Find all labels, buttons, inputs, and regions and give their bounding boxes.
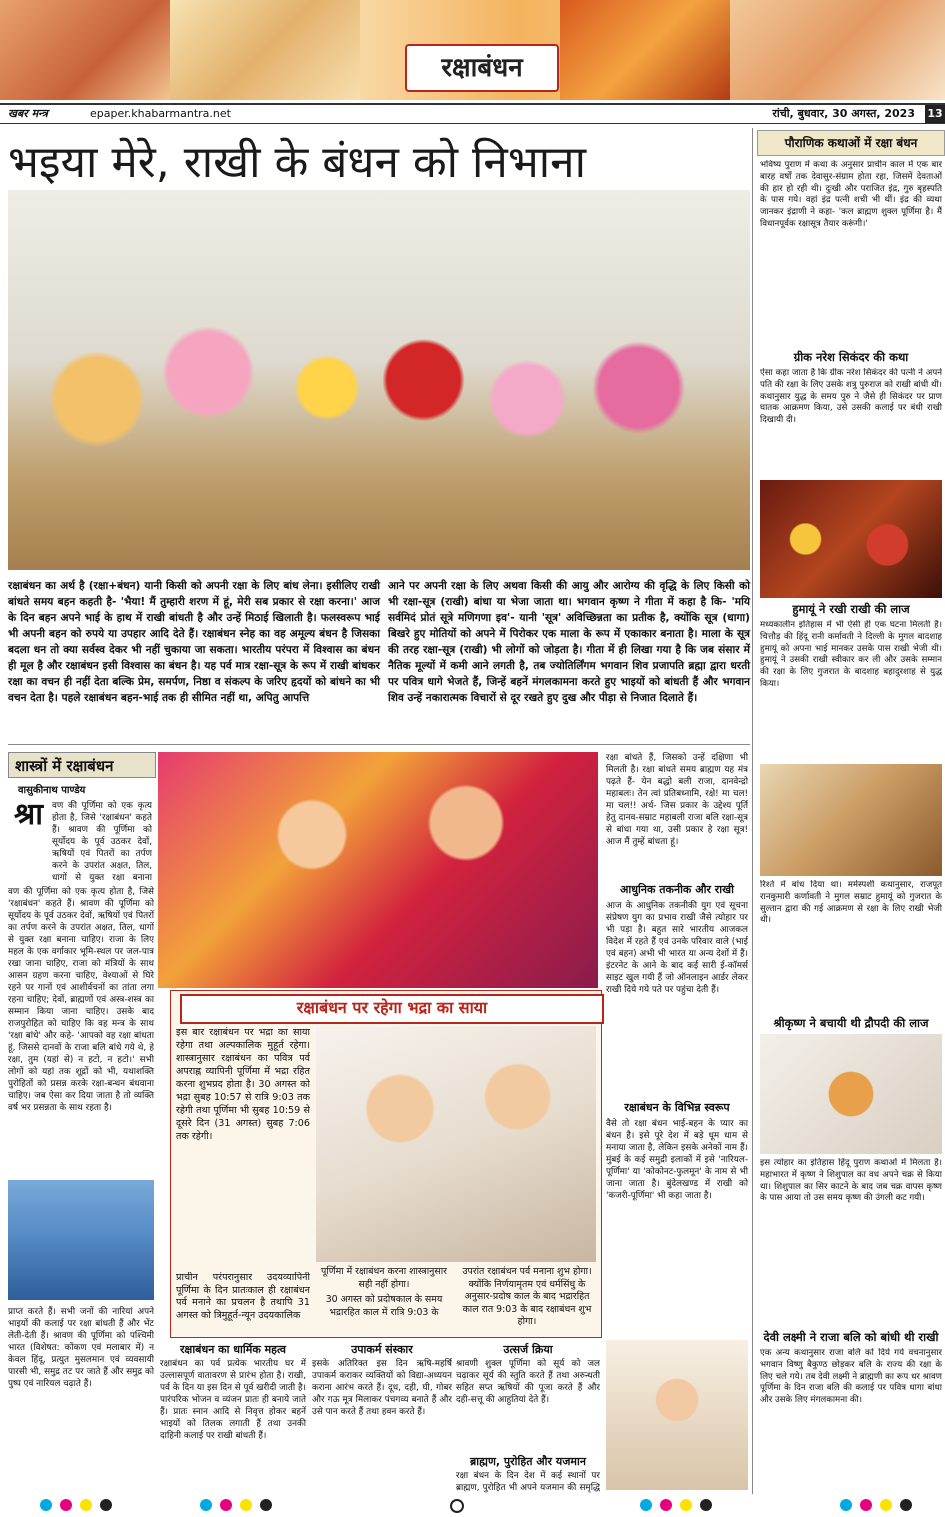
sister-brother-photo xyxy=(606,1340,748,1490)
religious-body: रक्षाबंधन का पर्व प्रत्येक भारतीय घर में उल्लासपूर्ण वातावरण से प्रारंभ होता है। राखी, पर्व के दिन या इस दिन से पूर्व खरीदी जाती है। पारंपरिक भोजन व व्यंजन प्रातः ही बनाये जाते हैं। प्रातः स्नान आदि से निवृत्त होकर बहनें भाइयों को तिलक लगाती हैं तथा उनकी दाहिनी कलाई पर राखी बांधती हैं। xyxy=(160,1359,306,1441)
rail-sub-sikandar: ग्रीक नरेश सिकंदर की कथा xyxy=(793,350,909,364)
rail-heading: पौराणिक कथाओं में रक्षा बंधन xyxy=(757,130,945,156)
bhadra-caption1b: 30 अगस्त को प्रदोषकाल के समय भद्रारहित काल में रात्रि 9:03 के xyxy=(325,1294,443,1318)
sub-modern-tech: आधुनिक तकनीक और राखी xyxy=(620,883,734,896)
sub-forms: रक्षाबंधन के विभिन्न स्वरूप xyxy=(624,1101,730,1114)
schoolkids-photo xyxy=(8,1180,154,1300)
utsarj-heading: उत्सर्ज क्रिया xyxy=(503,1343,553,1356)
utsarj-body: श्रावणी शुक्ल पूर्णिमा को सूर्य को जल चढ़ाकर सूर्य की स्तुति करते हैं तथा अरुन्धती सहित सप्त ऋषियों की पूजा करते हैं और दही-सत्तू की आहुतियां देते हैं। xyxy=(456,1359,600,1405)
rail-photo-thali xyxy=(760,480,942,598)
brahman-body: रक्षा बंधन के दिन देश में कई स्थानों पर ब्राह्मण, पुरोहित भी अपने यजमान की समृद्धि xyxy=(456,1471,600,1493)
rail-photo-history xyxy=(760,764,942,876)
banner-photo-rakhi xyxy=(170,0,360,100)
rail-sub-humayun: हुमायूं ने रखी राखी की लाज xyxy=(792,602,910,616)
dropcap: श्रा xyxy=(14,797,44,832)
upakarma-body: इसके अतिरिक्त इस दिन ऋषि-महर्षि उपाकर्म कराकर व्यक्तियों को विद्या-अध्ययन कराना आरंभ करते हैं। दूध, दही, घी, गोबर और गऊ मूत्र मिलाकर पंचगव्य बनाते हैं और उसे पान करते हैं तथा हवन करते हैं। xyxy=(312,1359,452,1417)
top-banner xyxy=(0,0,945,100)
main-headline: भइया मेरे, राखी के बंधन को निभाना xyxy=(8,137,586,188)
shastra-body-top: वण की पूर्णिमा को एक कृत्य होता है, जिसे 'रक्षाबंधन' कहते हैं। श्रावण की पूर्णिमा को सूर्योदय के पूर्व उठकर देवों, ऋषियों एवं पितरों का तर्पण करने के उपरांत अक्षत, तिल, धागों से युक्त रक्षा बनाना xyxy=(52,801,152,883)
banner-photo-children xyxy=(0,0,170,100)
bhadra-heading: रक्षाबंधन पर रहेगा भद्रा का साया xyxy=(180,994,604,1024)
rail-sub-lakshmi: देवी लक्ष्मी ने राजा बलि को बांधी थी राखी xyxy=(763,1330,939,1344)
bhadra-body: इस बार रक्षाबंधन पर भद्रा का साया रहेगा तथा अल्पकालिक मुहूर्त रहेगा। शास्त्रानुसार रक्षाबंधन का पवित्र पर्व अपराह्न व्यापिनी पूर्णिमा में भद्रा रहित करना शुभप्रद होता है। 30 अगस्त को भद्रा सुबह 10:57 से रात्रि 9:03 तक रहेगी तथा पूर्णिमा भी सुबह 10:59 से दूसरे दिन (31 अगस्त) सुबह 7:06 तक रहेगी। xyxy=(176,1027,310,1142)
bhadra-body2: प्राचीन परंपरानुसार उदयव्यापिनी पूर्णिमा के दिन प्रातःकाल ही रक्षाबंधन पर्व मनाने का प्रचलन है तथापि 31 अगस्त को त्रिमुहूर्त-न्यून उदयकालिक xyxy=(176,1272,310,1321)
masthead xyxy=(0,103,945,124)
crosshair-icon xyxy=(450,1499,464,1513)
forms-body: वैसे तो रक्षा बंधन भाई-बहन के प्यार का बंधन है। इसे पूरे देश में बड़े धूम धाम से मनाया जाता है, लेकिन इसके अनेकों नाम हैं। मुंबई के कई समुद्री इलाकों में इसे 'नारियल-पूर्णिमा' या 'कोकोनट-फुलमून' के नाम से भी जाना जाता है। बुंदेलखण्ड में राखी को 'कजरी-पूर्णिमा' भी कहा जाता है। xyxy=(606,1119,748,1201)
rail-body1: भविष्य पुराण में कथा के अनुसार प्राचीन काल में एक बार बारह वर्षों तक देवासुर-संग्राम होता रहा, जिसमें देवताओं की हार हो रही थी। दुःखी और पराजित इंद्र, गुरु बृहस्पति के पास गये। वहां इंद्र पत्नी शची भी थीं। इंद्र की व्यथा जानकर इंद्राणी ने कहा- 'कल ब्राह्मण शुक्ल पूर्णिमा है। मैं विधानपूर्वक रक्षासूत्र तैयार करूंगी।' xyxy=(760,160,942,229)
page-number: 13 xyxy=(925,105,945,123)
dateline: रांची, बुधवार, 30 अगस्त, 2023 xyxy=(772,107,915,120)
religious-heading: रक्षाबंधन का धार्मिक महत्व xyxy=(179,1343,287,1356)
rail-body4: रिश्ते में बांध दिया था। मर्मस्पर्शी कथानुसार, राजपूत रानकुमारी कर्णावती ने मुगल सम्राट हुमायूं को गुजरात के सुल्तान द्वारा की गई आक्रमण से रक्षा के लिए राखी भेजी थी। xyxy=(760,880,942,926)
women-rakhi-photo xyxy=(158,752,598,988)
paper-name: खबर मन्त्र xyxy=(8,107,48,120)
banner-photo-child xyxy=(730,0,945,100)
rail-body2: ऐसा कहा जाता है कि ग्रीक नरेश सिकंदर की पत्नी ने अपने पति की रक्षा के लिए उसके शत्रु पुरुराज को राखी बांधी थी। कथानुसार युद्ध के समय पुरु ने जैसे ही सिकंदर पर प्राण घातक आक्रमण किया, उसे उसकी कलाई पर बंधी राखी दिखायी दी। xyxy=(760,368,942,426)
mid-body: रक्षा बांधते हैं, जिसको उन्हें दक्षिणा भी मिलती है। रक्षा बांधते समय ब्राह्मण यह मंत्र पढ़ते हैं- येन बद्धो बली राजा, दानवेन्द्रो महाबलः। तेन त्वां प्रतिबध्नामि, रक्षे! मा चल! मा चल!! अर्थ- जिस प्रकार के उद्देश्य पूर्ति हेतु दानव-सम्राट महाबली राजा बलि रक्षा-सूत्र से बांधा गया था, उसी प्रकार हे रक्षा सूत्र! आज मैं तुम्हें बांधता हूं। xyxy=(606,753,748,847)
byline: वासुकीनाथ पाण्डेय xyxy=(18,785,86,796)
registration-marks xyxy=(0,1495,945,1517)
rail-sub-krishna: श्रीकृष्ण ने बचायी थी द्रौपदी की लाज xyxy=(773,1016,929,1030)
paper-url[interactable]: epaper.khabarmantra.net xyxy=(90,107,231,120)
banner-title: रक्षाबंधन xyxy=(405,44,559,92)
bhadra-caption1: पूर्णिमा में रक्षाबंधन करना शास्त्रानुसार सही नहीं होगा। xyxy=(321,1266,447,1290)
rail-body3: मध्यकालीन इतिहास में भी ऐसी ही एक घटना मिलती है। चित्तौड़ की हिंदू रानी कर्मावती ने दिल्ली के मुगल बादशाह हुमायूं को अपना भाई मानकर उसके पास राखी भेजी थी। हुमायूं ने उसकी राखी स्वीकार कर ली और उसके सम्मान की रक्षा के लिए गुजरात के बादशाह बहादुरशाह से युद्ध किया। xyxy=(760,620,942,689)
bhadra-caption2: उपरांत रक्षाबंधन पर्व मनाना शुभ होगा। क्योंकि निर्णयामृतम एवं धर्मसिंधु के अनुसार-प्रदोष काल के बाद भद्रारहित काल रात 9:03 के बाद रक्षाबंधन शुभ होगा। xyxy=(462,1266,592,1327)
shastra-heading: शास्त्रों में रक्षाबंधन xyxy=(8,752,156,778)
shastra-body: वण की पूर्णिमा को एक कृत्य होता है, जिसे 'रक्षाबंधन' कहते हैं। श्रावण की पूर्णिमा को सूर्योदय के पूर्व उठकर देवों, ऋषियों एवं पितरों का तर्पण करने के उपरांत अक्षत, तिल, धागों से युक्त रक्षा बनाना चाहिए। राजा के लिए महल के एक वर्गाकार भूमि-स्थल पर जल-पात्र रखा जाना चाहिए, राजा को मंत्रियों के साथ आसन ग्रहण करना चाहिए, वेश्याओं से घिरे रहने पर गानों एवं आशीर्वचनों का तांता लगा रहना चाहिए; देवों, ब्राह्मणों एवं अस्त्र-शस्त्र का सम्मान किया जाना चाहिए। उसके बाद राजपुरोहित को चाहिए कि वह मन्त्र के साथ 'रक्षा बांधे' और कहे- 'आपको वह रक्षा बांधता हूं, जिससे दानवों के राजा बलि बांधे गये थे, हे रक्षा, तुम (यहां से) न हटो, न हटो।' सभी लोगों को यहां तक शूद्रों को भी, यथाशक्ति पुरोहितों को प्रसन्न करके रक्षा-बन्धन बंधवाना चाहिए। जब ऐसा कर दिया जाता है तो व्यक्ति वर्ष भर प्रसन्नता के साथ रहता है। xyxy=(8,887,154,1113)
shastra-body2: प्राप्त करते हैं। सभी जनों की नारियां अपने भाइयों की कलाई पर रक्षा बांधती हैं और भेंट लेती-देती हैं। श्रावण की पूर्णिमा को पश्चिमी भारत (विशेषत: कोंकण एवं मलाबार में) न केवल हिंदू, प्रत्युत मुसलमान एवं व्यवसायी पारसी भी, समुद्र तट पर जाते हैं और समुद्र को पुष्प एवं नारियल चढ़ाते हैं। xyxy=(8,1307,154,1389)
main-photo-children-rakhi xyxy=(8,190,750,570)
modern-tech-body: आज के आधुनिक तकनीकी युग एवं सूचना संप्रेषण युग का प्रभाव राखी जैसे त्योहार पर भी पड़ा है। बहुत सारे भारतीय आजकल विदेश में रहते हैं एवं उनके परिवार वाले (भाई एवं बहन) अभी भी भारत या अन्य देशों में हैं। इंटरनेट के आने के बाद कई सारी ई-कॉमर्स साइट खुल गयी हैं जो ऑनलाइन आर्डर लेकर राखी दिये गये पते पर पहुंचा देती हैं। xyxy=(606,901,748,995)
kids-rakhi-photo xyxy=(316,1026,596,1262)
intro-col2: आने पर अपनी रक्षा के लिए अथवा किसी की आयु और आरोग्य की वृद्धि के लिए किसी को भी रक्षा-सूत्र (राखी) बांधा या भेजा जाता था। भगवान कृष्ण ने गीता में कहा है कि- 'मयि सर्वमिदं प्रोतं सूत्रे मणिगणा इव'- यानी 'सूत्र' अविच्छिन्नता का प्रतीक है, क्योंकि सूत्र (धागा) बिखरे हुए मोतियों को अपने में पिरोकर एक माला के रूप में एकाकार बनाता है। माला के सूत्र की तरह रक्षा-सूत्र (राखी) भी लोगों को जोड़ता है। गीता में ही लिखा गया है कि जब संसार में नैतिक मूल्यों में कमी आने लगती है, तब ज्योतिर्लिंगम भगवान शिव प्रजापति ब्रह्मा द्वारा धरती पर पवित्र धागे भेजते हैं, जिन्हें बहनें मंगलकामना करते हुए भाइयों को बांधती हैं और भगवान शिव उन्हें नकारात्मक विचारों से दूर रखते हुए दुख और पीड़ा से निजात दिलाते हैं। xyxy=(388,580,750,704)
rail-body6: एक अन्य कथानुसार राजा बलि को दिये गये वचनानुसार भगवान विष्णु बैकुण्ठ छोड़कर बलि के राज्य की रक्षा के लिए चले गये। तब देवी लक्ष्मी ने ब्राह्मणी का रूप धर श्रावण पूर्णिमा के दिन राजा बलि की कलाई पर पवित्र धागा बांधा और उसके लिए मंगलकामना की। xyxy=(760,1348,942,1406)
rail-body5: इस त्योहार का इतिहास हिंदू पुराण कथाओं में मिलता है। महाभारत में कृष्ण ने शिशुपाल का वध अपने चक्र से किया था। शिशुपाल का सिर काटने के बाद जब चक्र वापस कृष्ण के पास आया तो उस समय कृष्ण की उंगली कट गयी। xyxy=(760,1158,942,1204)
brahman-heading: ब्राह्मण, पुरोहित और यजमान xyxy=(470,1455,586,1468)
banner-photo-diya xyxy=(560,0,730,100)
intro-col1: रक्षाबंधन का अर्थ है (रक्षा+बंधन) यानी किसी को अपनी रक्षा के लिए बांध लेना। इसीलिए राखी बांधते समय बहन कहती है- 'भैया! मैं तुम्हारी शरण में हूं, मेरी सब प्रकार से रक्षा करना।' आज के दिन बहन अपने भाई के हाथ में राखी बांधती है और उन्हें मिठाई खिलाती है। फलस्वरूप भाई भी अपनी बहन को रुपये या उपहार आदि देते हैं। रक्षाबंधन स्नेह का वह अमूल्य बंधन है जिसका बदला धन तो क्या सर्वस्व देकर भी नहीं चुकाया जा सकता। भारतीय परंपरा में विश्वास का बंधन ही मूल है और रक्षाबंधन इसी विश्वास का बंधन है। यह पर्व मात्र रक्षा-सूत्र के रूप में राखी बांधकर रक्षा का वचन ही नहीं देता बल्कि प्रेम, समर्पण, निष्ठा व संकल्प के जरिए हृदयों को बांधने का भी वचन देता है। पहले रक्षाबंधन बहन-भाई तक ही सीमित नहीं था, अपितु आपत्ति xyxy=(8,580,380,704)
upakarma-heading: उपाकर्म संस्कार xyxy=(351,1343,413,1356)
rail-photo-rakhi-hand xyxy=(760,1034,942,1154)
